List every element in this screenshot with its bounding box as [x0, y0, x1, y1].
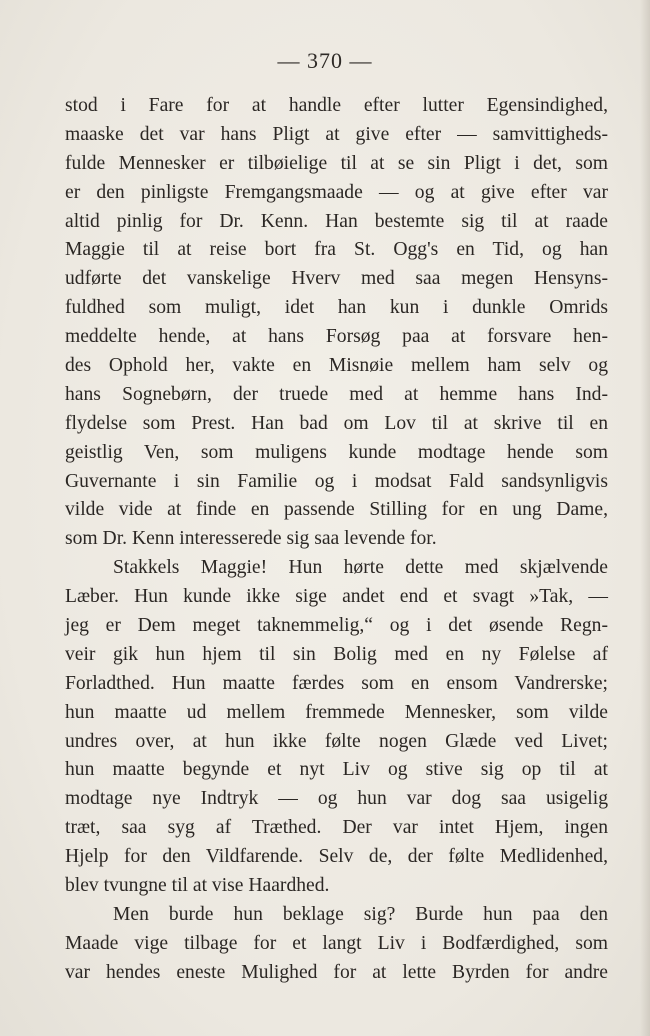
text-line: jeg er Dem meget taknemmelig,“ og i det øsende Regn-: [65, 615, 608, 637]
text-line: modtage nye Indtryk — og hun var dog saa usigelig: [65, 788, 608, 810]
text-line: hun maatte ud mellem fremmede Mennesker, som vilde: [65, 701, 608, 723]
text-line: flydelse som Prest. Han bad om Lov til at skrive til en: [65, 412, 608, 434]
text-line: geistlig Ven, som muligens kunde modtage hende som: [65, 441, 608, 463]
text-line: udførte det vanskelige Hverv med saa megen Hensyns-: [65, 268, 608, 290]
text-line: Stakkels Maggie! Hun hørte dette med skjælvende: [113, 557, 608, 579]
text-line: veir gik hun hjem til sin Bolig med en ny Følelse af: [65, 643, 608, 665]
text-line: som Dr. Kenn interesserede sig saa levende for.: [65, 528, 437, 550]
text-line: fulde Mennesker er tilbøielige til at se sin Pligt i det, som: [65, 152, 608, 174]
text-line: træt, saa syg af Træthed. Der var intet Hjem, ingen: [65, 817, 608, 839]
text-line: Hjelp for den Vildfarende. Selv de, der følte Medlidenhed,: [65, 846, 608, 868]
text-line: Maggie til at reise bort fra St. Ogg's en Tid, og han: [65, 239, 608, 261]
text-line: hun maatte begynde et nyt Liv og stive sig op til at: [65, 759, 608, 781]
text-line: hans Sognebørn, der truede med at hemme hans Ind-: [65, 383, 608, 405]
text-line: des Ophold her, vakte en Misnøie mellem ham selv og: [65, 355, 608, 377]
text-line: Læber. Hun kunde ikke sige andet end et svagt »Tak, —: [65, 586, 608, 608]
text-line: Guvernante i sin Familie og i modsat Fald sandsynligvis: [65, 470, 608, 492]
text-line: meddelte hende, at hans Forsøg paa at forsvare hen-: [65, 326, 608, 348]
text-line: stod i Fare for at handle efter lutter Egensindighed,: [65, 95, 608, 116]
body-text: [65, 92, 608, 988]
text-line: var hendes eneste Mulighed for at lette Byrden for andre: [65, 961, 608, 983]
text-line: maaske det var hans Pligt at give efter — samvittigheds-: [65, 123, 608, 145]
text-line: Maade vige tilbage for et langt Liv i Bodfærdighed, som: [65, 932, 608, 954]
text-line: vilde vide at finde en passende Stilling for en ung Dame,: [65, 499, 608, 521]
text-line: Forladthed. Hun maatte færdes som en ensom Vandrerske;: [65, 672, 608, 694]
text-line: blev tvungne til at vise Haardhed.: [65, 875, 330, 897]
text-line: er den pinligste Fremgangsmaade — og at give efter var: [65, 181, 608, 203]
text-line: Men burde hun beklage sig? Burde hun paa den: [113, 903, 608, 925]
text-line: undres over, at hun ikke følte nogen Glæde ved Livet;: [65, 730, 608, 752]
page-edge-shadow: [640, 0, 650, 1036]
page-number: — 370 —: [277, 48, 373, 73]
text-line: fuldhed som muligt, idet han kun i dunkle Omrids: [65, 297, 608, 319]
text-line: altid pinlig for Dr. Kenn. Han bestemte sig til at raade: [65, 210, 608, 232]
